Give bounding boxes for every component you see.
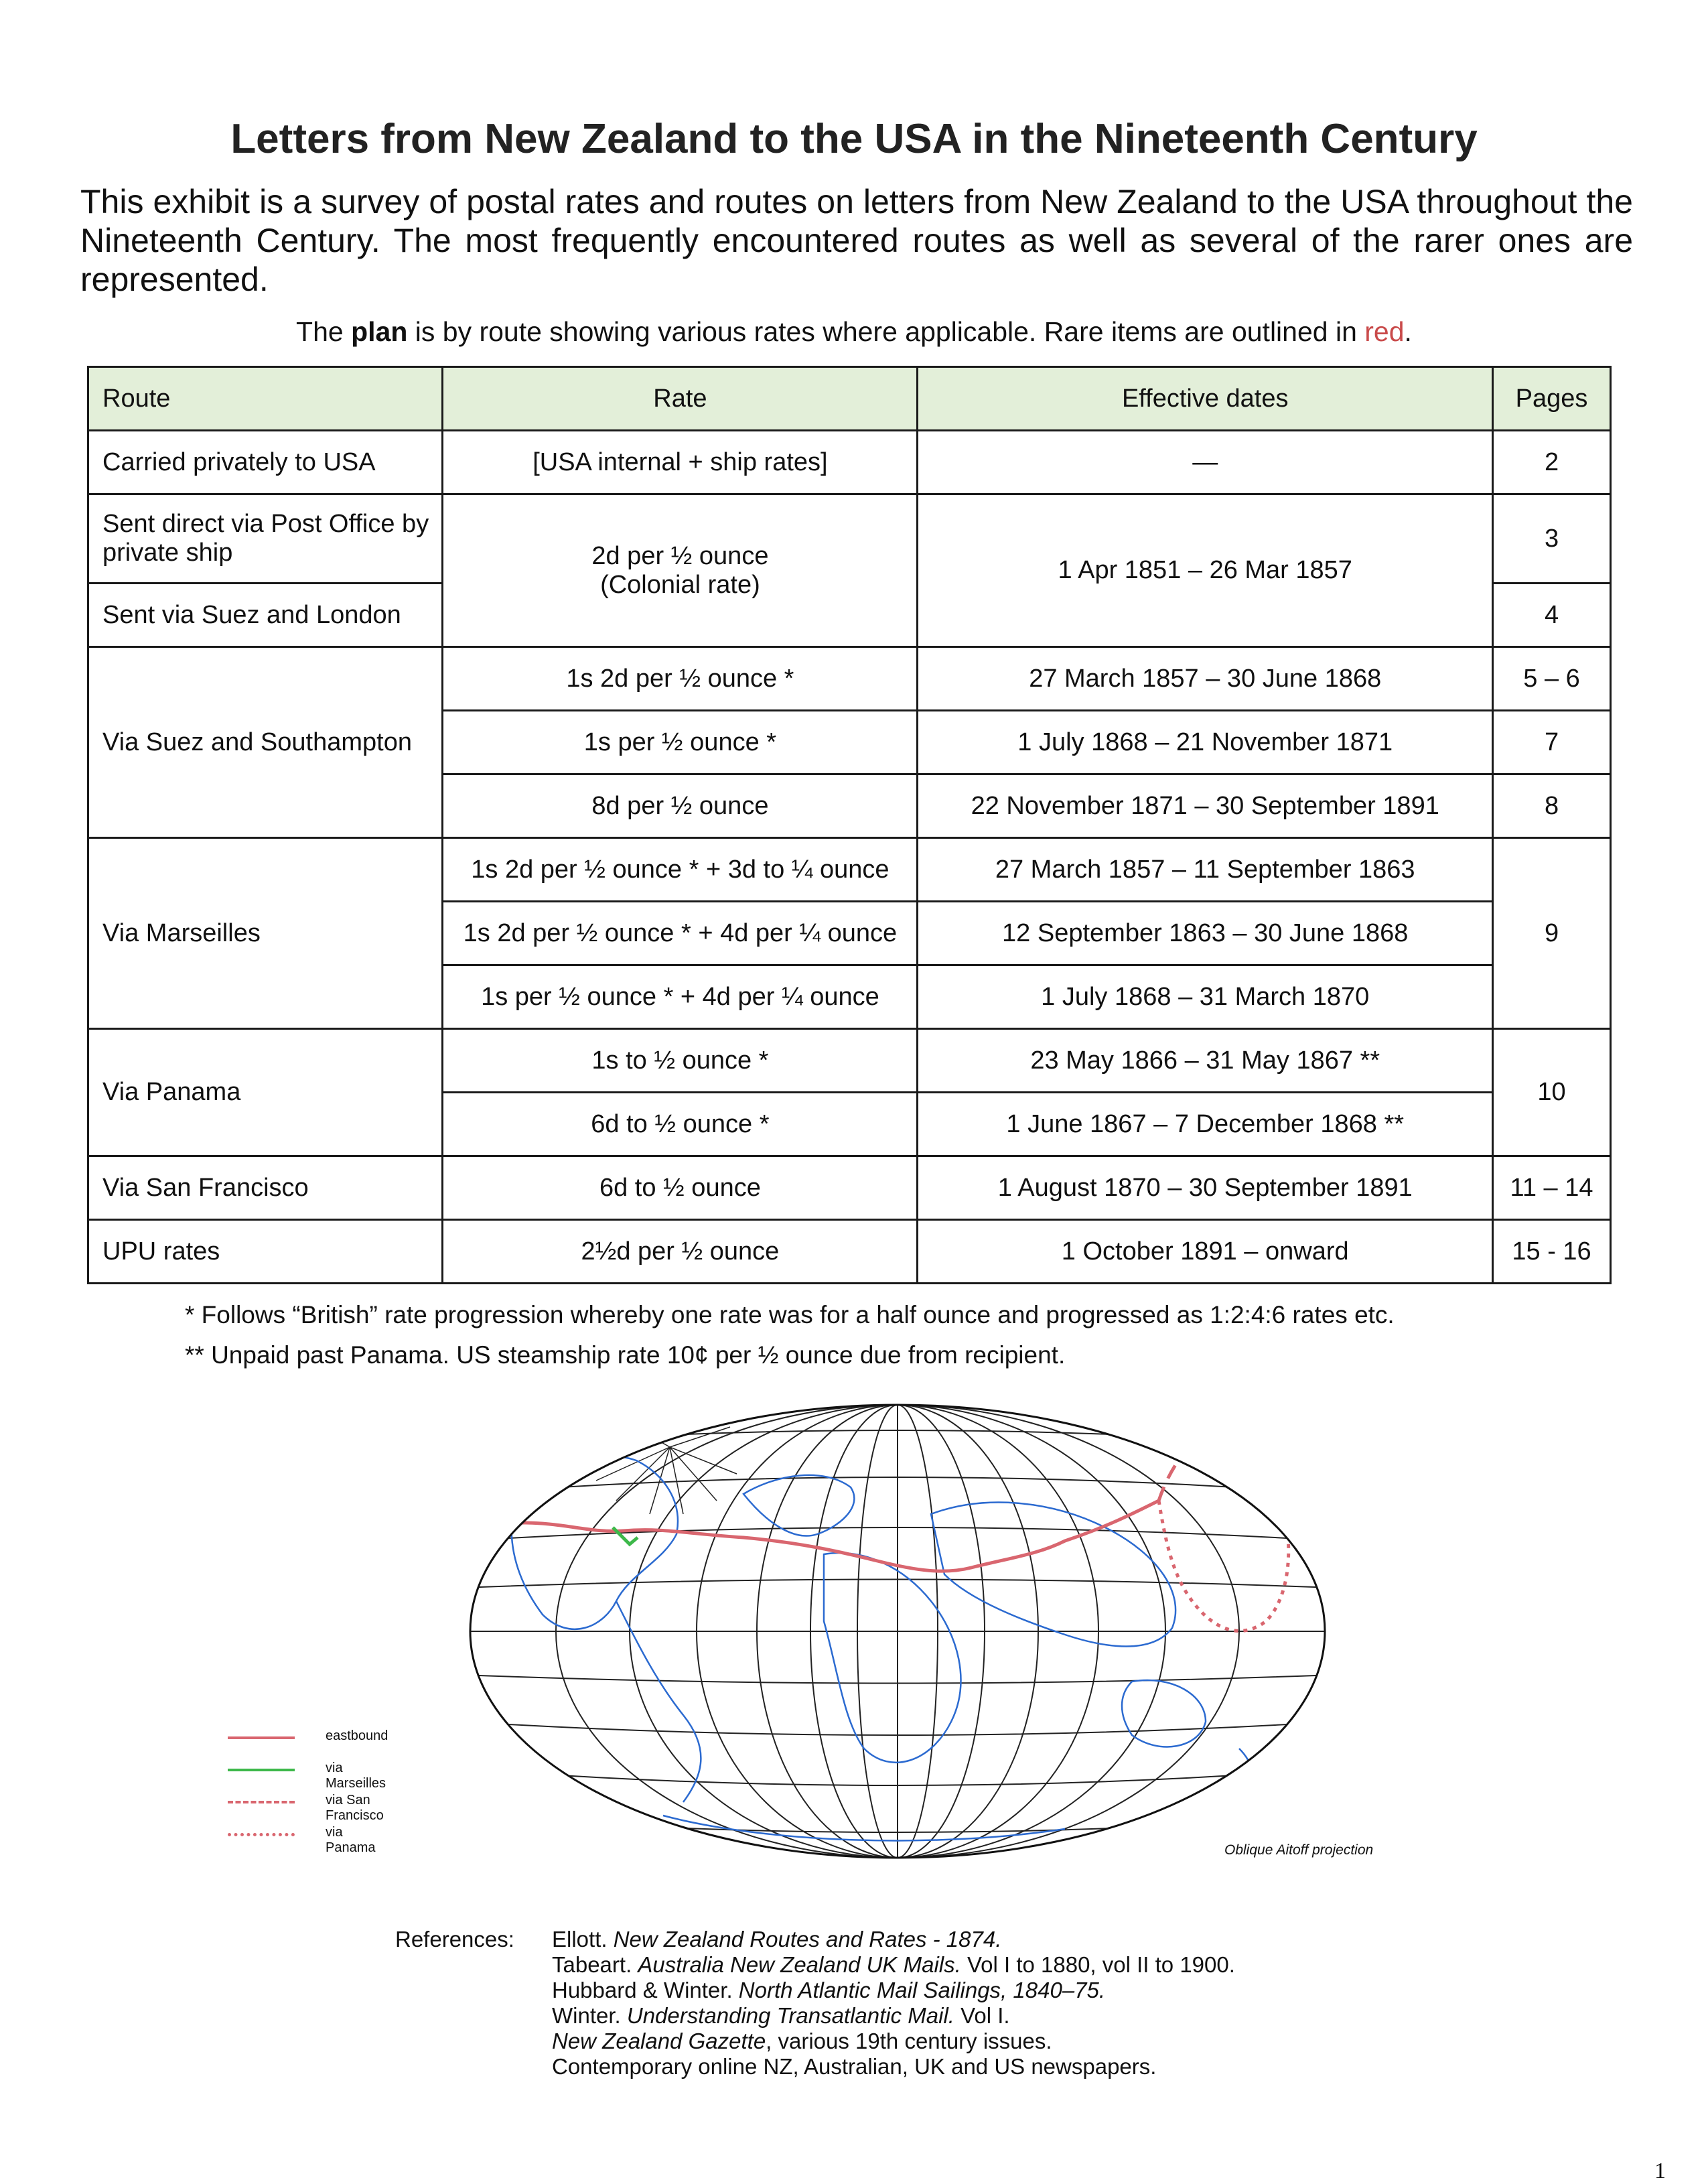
pole-convergence — [596, 1420, 737, 1514]
dates-cell: 1 August 1870 – 30 September 1891 — [918, 1156, 1493, 1220]
intro-paragraph: This exhibit is a survey of postal rates and routes on letters from New Zealand to the USA throughout the Nineteenth Century. The most frequently encountered routes as well as several of the rarer ones are represented. — [80, 183, 1633, 298]
legend-label: via Panama — [326, 1825, 376, 1855]
dates-cell: — — [918, 431, 1493, 494]
plan-red-word: red — [1364, 316, 1405, 347]
rate-cell: 6d to ½ ounce — [443, 1156, 918, 1220]
dates-cell: 1 July 1868 – 21 November 1871 — [918, 711, 1493, 774]
legend-label: via San Francisco — [326, 1793, 384, 1823]
map-graticule — [462, 1400, 1333, 1862]
rate-line: 2d per ½ ounce — [591, 541, 769, 570]
table-row — [88, 1029, 1611, 1093]
references-label: References: — [395, 1927, 514, 1952]
rate-line: (Colonial rate) — [600, 570, 760, 599]
pages-cell: 3 — [1493, 494, 1611, 584]
route-map — [462, 1400, 1333, 1862]
route-cell: Via Suez and Southampton — [88, 647, 443, 838]
pages-cell: 11 – 14 — [1493, 1156, 1611, 1220]
reference-item — [552, 2029, 1235, 2054]
pages-cell: 10 — [1493, 1029, 1611, 1156]
route-cell: Via San Francisco — [88, 1156, 443, 1220]
table-row — [88, 431, 1611, 494]
ref-author: Tabeart. — [552, 1952, 638, 1977]
pages-cell: 5 – 6 — [1493, 647, 1611, 711]
rate-cell: 1s 2d per ½ ounce * + 3d to ¼ ounce — [443, 838, 918, 902]
ref-rest: Vol I. — [954, 2003, 1010, 2028]
dates-cell: 1 Apr 1851 – 26 Mar 1857 — [918, 494, 1493, 647]
plan-statement — [0, 316, 1708, 348]
ref-rest: , various 19th century issues. — [766, 2029, 1052, 2053]
dates-cell: 1 October 1891 – onward — [918, 1220, 1493, 1284]
references-list — [552, 1927, 1235, 2079]
rate-cell — [443, 494, 918, 647]
route-cell: Carried privately to USA — [88, 431, 443, 494]
route-map-svg — [462, 1400, 1333, 1862]
table-row — [88, 647, 1611, 711]
ref-author: Ellott. — [552, 1927, 614, 1952]
pages-cell: 4 — [1493, 584, 1611, 647]
rate-cell: 1s per ½ ounce * — [443, 711, 918, 774]
rate-cell: 6d to ½ ounce * — [443, 1093, 918, 1156]
legend-label: via Marseilles — [326, 1761, 386, 1791]
route-cell: UPU rates — [88, 1220, 443, 1284]
pages-cell: 8 — [1493, 774, 1611, 838]
route-cell: Sent direct via Post Office by private ship — [88, 494, 443, 584]
footnote-double-star: ** Unpaid past Panama. US steamship rate 10¢ per ½ ounce due from recipient. — [185, 1341, 1066, 1369]
rate-cell: 1s to ½ ounce * — [443, 1029, 918, 1093]
plan-bold-word: plan — [351, 316, 408, 347]
projection-note: Oblique Aitoff projection — [1224, 1842, 1374, 1858]
footnote-single-star: * Follows “British” rate progression whereby one rate was for a half ounce and progressed as 1:2:4:6 rates etc. — [185, 1301, 1395, 1328]
rate-cell: 1s 2d per ½ ounce * — [443, 647, 918, 711]
dates-cell: 27 March 1857 – 11 September 1863 — [918, 838, 1493, 902]
ref-rest: Vol I to 1880, vol II to 1900. — [960, 1952, 1235, 1977]
table-header-row — [88, 367, 1611, 431]
plan-text-2: is by route showing various rates where applicable. Rare items are outlined in — [407, 316, 1365, 347]
ref-author: Contemporary online NZ, Australian, UK and US newspapers. — [552, 2054, 1157, 2079]
header-route: Route — [88, 367, 443, 431]
legend-san-francisco-swatch — [228, 1801, 295, 1803]
ref-author: Hubbard & Winter. — [552, 1978, 739, 2002]
dates-cell: 12 September 1863 – 30 June 1868 — [918, 902, 1493, 965]
rates-table — [87, 366, 1612, 1284]
page-number: 1 — [1654, 2159, 1666, 2183]
plan-text-3: . — [1404, 316, 1412, 347]
ref-work: Australia New Zealand UK Mails. — [638, 1952, 961, 1977]
header-rate: Rate — [443, 367, 918, 431]
reference-item — [552, 2054, 1235, 2079]
rate-cell: [USA internal + ship rates] — [443, 431, 918, 494]
ref-work: Understanding Transatlantic Mail. — [626, 2003, 954, 2028]
legend-eastbound-swatch — [228, 1736, 295, 1739]
reference-item — [552, 1978, 1235, 2003]
header-pages: Pages — [1493, 367, 1611, 431]
table-row — [88, 494, 1611, 584]
route-eastbound — [482, 1501, 1159, 1571]
route-san-francisco — [1159, 1424, 1286, 1501]
table-row — [88, 838, 1611, 902]
ref-work: New Zealand Gazette — [552, 2029, 766, 2053]
rate-cell: 2½d per ½ ounce — [443, 1220, 918, 1284]
pages-cell: 15 - 16 — [1493, 1220, 1611, 1284]
legend-panama-swatch — [228, 1833, 295, 1836]
rate-cell: 8d per ½ ounce — [443, 774, 918, 838]
route-cell: Via Marseilles — [88, 838, 443, 1029]
legend-marseilles-swatch — [228, 1769, 295, 1771]
route-cell: Sent via Suez and London — [88, 584, 443, 647]
reference-item — [552, 1952, 1235, 1978]
ref-work: New Zealand Routes and Rates - 1874. — [613, 1927, 1002, 1952]
route-cell: Via Panama — [88, 1029, 443, 1156]
table-row — [88, 1220, 1611, 1284]
header-dates: Effective dates — [918, 367, 1493, 431]
table-row — [88, 1156, 1611, 1220]
rate-cell: 1s 2d per ½ ounce * + 4d per ¼ ounce — [443, 902, 918, 965]
reference-item — [552, 1927, 1235, 1952]
dates-cell: 27 March 1857 – 30 June 1868 — [918, 647, 1493, 711]
rate-cell: 1s per ½ ounce * + 4d per ¼ ounce — [443, 965, 918, 1029]
reference-item — [552, 2003, 1235, 2029]
page-title: Letters from New Zealand to the USA in the Nineteenth Century — [230, 116, 1478, 162]
legend-label: eastbound — [326, 1728, 388, 1743]
pages-cell: 7 — [1493, 711, 1611, 774]
plan-text-1: The — [296, 316, 352, 347]
dates-cell: 22 November 1871 – 30 September 1891 — [918, 774, 1493, 838]
dates-cell: 23 May 1866 – 31 May 1867 ** — [918, 1029, 1493, 1093]
pages-cell: 9 — [1493, 838, 1611, 1029]
dates-cell: 1 June 1867 – 7 December 1868 ** — [918, 1093, 1493, 1156]
dates-cell: 1 July 1868 – 31 March 1870 — [918, 965, 1493, 1029]
coastlines — [512, 1455, 1253, 1840]
ref-work: North Atlantic Mail Sailings, 1840–75. — [738, 1978, 1106, 2002]
pages-cell: 2 — [1493, 431, 1611, 494]
ref-author: Winter. — [552, 2003, 627, 2028]
